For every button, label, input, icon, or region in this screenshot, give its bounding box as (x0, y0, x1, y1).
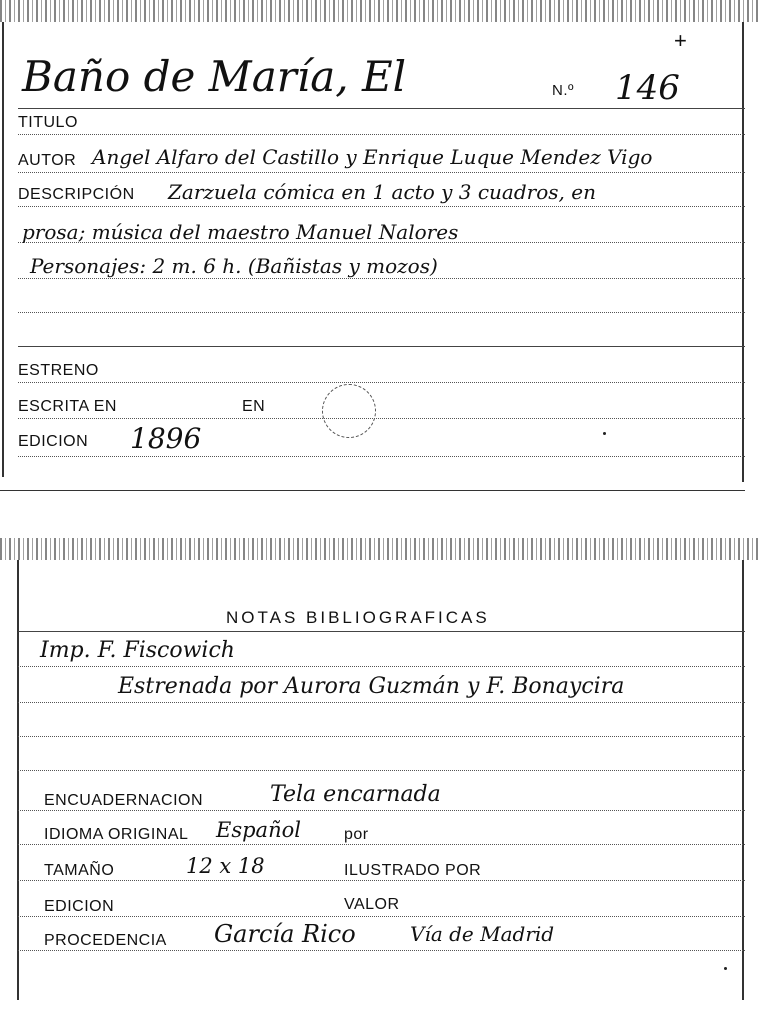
procedencia-value: García Rico (214, 920, 356, 948)
catalog-card-bottom (0, 538, 759, 1028)
edicion-value: 1896 (130, 422, 202, 455)
descripcion-line-1: Zarzuela cómica en 1 acto y 3 cuadros, en (168, 180, 596, 204)
procedencia-label: PROCEDENCIA (44, 932, 167, 949)
idioma-value: Español (216, 818, 301, 842)
tamano-label: TAMAÑO (44, 862, 115, 879)
tamano-value: 12 x 18 (186, 854, 265, 878)
card-bottom-edge (0, 538, 759, 560)
edicion-label-2: EDICION (44, 898, 115, 915)
por-label: por (344, 826, 369, 843)
estreno-label: ESTRENO (18, 362, 99, 379)
punch-hole (322, 384, 376, 438)
edicion-label: EDICION (18, 433, 89, 450)
card-right-edge (742, 22, 744, 482)
autor-label: AUTOR (18, 152, 77, 169)
card-right-edge-2 (742, 560, 744, 1000)
escrita-en-label: ESCRITA EN (18, 398, 117, 415)
cross-mark: + (674, 28, 687, 53)
procedencia-extra: Vía de Madrid (410, 922, 555, 946)
encuadernacion-value: Tela encarnada (270, 782, 441, 807)
number-value: 146 (615, 68, 680, 108)
descripcion-label: DESCRIPCIÓN (18, 186, 135, 203)
encuadernacion-label: ENCUADERNACION (44, 792, 204, 809)
descripcion-line-3: Personajes: 2 m. 6 h. (Bañistas y mozos) (30, 254, 438, 278)
card-left-edge-2 (17, 560, 19, 1000)
ilustrado-label: ILUSTRADO POR (344, 862, 482, 879)
notes-line-2: Estrenada por Aurora Guzmán y F. Bonaycira (118, 674, 625, 699)
card-left-edge (2, 22, 4, 477)
notas-heading: NOTAS BIBLIOGRAFICAS (226, 608, 490, 627)
number-label: N.º (552, 82, 574, 99)
valor-label: VALOR (344, 896, 400, 913)
catalog-card-top (0, 0, 759, 493)
autor-value: Angel Alfaro del Castillo y Enrique Luque Mendez Vigo (92, 145, 653, 169)
card-top-edge (0, 0, 759, 22)
notes-line-1: Imp. F. Fiscowich (40, 638, 235, 663)
idioma-label: IDIOMA ORIGINAL (44, 826, 189, 843)
titulo-label: TITULO (18, 114, 78, 131)
en-label: EN (242, 398, 266, 415)
title-handwritten: Baño de María, El (22, 52, 407, 101)
descripcion-line-2: prosa; música del maestro Manuel Nalores (22, 220, 459, 244)
